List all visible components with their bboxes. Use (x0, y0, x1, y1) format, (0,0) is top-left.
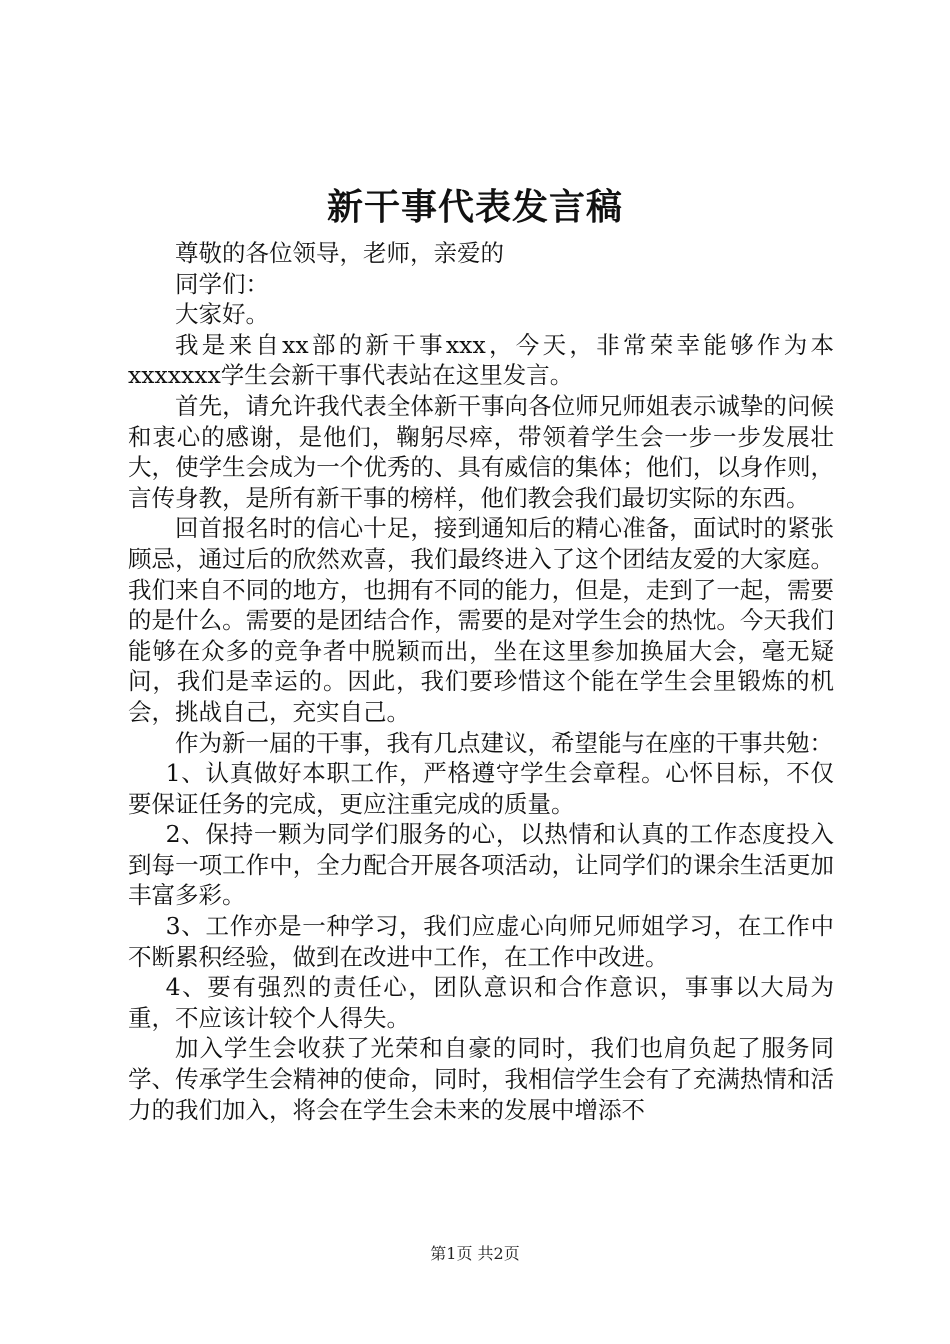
paragraph-salutation-2: 同学们： (175, 269, 269, 298)
paragraph-closing: 加入学生会收获了光荣和自豪的同时，我们也肩负起了服务同学、传承学生会精神的使命，同时，我相信学生会有了充满热情和活力的我们加入，将会在学生会未来的发展中增添不 (128, 1034, 834, 1124)
document-title: 新干事代表发言稿 (326, 186, 623, 228)
paragraph-introduction: 我是来自xx部的新干事xxx，今天，非常荣幸能够作为本xxxxxxx学生会新干事代表站在这里发言。 (128, 330, 834, 390)
list-item: 1、认真做好本职工作，严格遵守学生会章程。心怀目标，不仅要保证任务的完成，更应注重完成的质量。 (128, 759, 834, 818)
paragraph-salutation-1: 尊敬的各位领导，老师，亲爱的 (175, 239, 504, 267)
paragraph-reflection: 回首报名时的信心十足，接到通知后的精心准备，面试时的紧张顾忌，通过后的欣然欢喜，我们最终进入了这个团结友爱的大家庭。我们来自不同的地方，也拥有不同的能力，但是，走到了一起，需要的是什么。需要的是团结合作，需要的是对学生会的热忱。今天我们能够在众多的竞争者中脱颖而出，坐在这里参加换届大会，毫无疑问，我们是幸运的。因此，我们要珍惜这个能在学生会里锻炼的机会，挑战自己，充实自己。 (128, 514, 834, 726)
paragraph-suggestions-intro: 作为新一届的干事，我有几点建议，希望能与在座的干事共勉： (175, 728, 833, 757)
page-number-footer: 第1页 共2页 (430, 1244, 520, 1263)
list-item: 3、工作亦是一种学习，我们应虚心向师兄师姐学习，在工作中不断累积经验，做到在改进中工作，在工作中改进。 (128, 912, 834, 971)
paragraph-thanks: 首先，请允许我代表全体新干事向各位师兄师姐表示诚挚的问候和衷心的感谢，是他们，鞠躬尽瘁，带领着学生会一步一步发展壮大，使学生会成为一个优秀的、具有威信的集体；他们，以身作则，言传身教，是所有新干事的榜样，他们教会我们最切实际的东西。 (128, 391, 834, 512)
document-body (128, 238, 834, 1125)
list-item: 4、要有强烈的责任心，团队意识和合作意识，事事以大局为重，不应该计较个人得失。 (128, 973, 834, 1032)
list-item: 2、保持一颗为同学们服务的心，以热情和认真的工作态度投入到每一项工作中，全力配合开展各项活动，让同学们的课余生活更加丰富多彩。 (128, 820, 834, 910)
paragraph-greeting: 大家好。 (175, 300, 269, 329)
